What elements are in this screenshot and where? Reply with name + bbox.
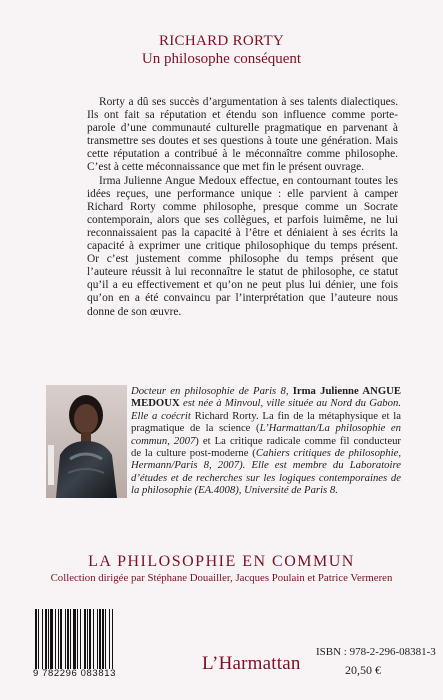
- isbn: ISBN : 978-2-296-08381-3: [316, 646, 436, 658]
- barcode-bar: [84, 609, 86, 669]
- barcode-bar: [93, 609, 94, 669]
- bio-ref-3: Cahiers critiques de philosophie, Hermann/Paris 8, 2007: [131, 447, 401, 472]
- bio-text-2: ) et: [195, 434, 215, 447]
- blurb: [87, 96, 398, 319]
- barcode: [33, 609, 144, 669]
- barcode-bar: [109, 609, 110, 669]
- bio-text-1: . La fin de la métaphysique et la pragmatique de la science (: [131, 409, 402, 435]
- blurb-paragraph-1: Rorty a dû ses succès d’argumentation à ses talents dialectiques. Ils ont fait sa réputation et étendu son influence comme porte-parole d’une communauté culturelle pragmatique en parvenant à transmettre ses doutes et ses questions à toute une génération. Mais cette réputation a contribué à le méconnaître comme philosophe. C’est à cette méconnaissance que met fin le présent ouvrage.: [87, 96, 398, 174]
- bio-text-3: (: [248, 447, 256, 460]
- barcode-bar: [102, 609, 104, 669]
- bio-intro: Docteur en philosophie de Paris 8,: [131, 385, 293, 397]
- barcode-bar: [58, 609, 59, 669]
- barcode-bar: [50, 609, 53, 669]
- barcode-bar: [80, 609, 81, 669]
- barcode-bar: [105, 609, 106, 669]
- barcode-bar: [38, 609, 39, 669]
- bio-text-4: ). Elle est membre du Laboratoire d’études et de recherches sur les logiques contemporaines de la philosophie (EA.4008), Université de Paris 8.: [131, 459, 402, 497]
- barcode-bar: [48, 609, 49, 669]
- bio-ref-1: L’Harmattan/La philosophie en commun, 2007: [131, 422, 401, 447]
- publisher-logo: L’Harmattan: [202, 653, 301, 674]
- barcode-bar: [35, 609, 37, 669]
- barcode-bar: [42, 609, 43, 669]
- book-title: RICHARD RORTY: [158, 33, 285, 49]
- author-bio: [131, 385, 401, 497]
- blurb-paragraph-2: Irma Julienne Angue Medoux effectue, en contournant toutes les idées reçues, une performance unique : elle parvient à camper Richard Rorty comme philosophe, presque comme un Socrate contemporain, alors que ses collègues, et parfois luimême, ne lui reconnaissaient pas la capacité à l’être et déniaient à ses écrits la capacité à exprimer une critique philosophique du temps présent. Or c’est justement comme philosophe du temps présent que l’auteure réussit à lui reconnaître le statut de philosophe, ce statut qu’il a eu effectivement et qu’on ne peut plus lui dénier, une fois qu’on en a été convaincu par l’interprétation que l’auteure nous donne de son œuvre.: [87, 174, 398, 318]
- barcode-bar: [77, 609, 78, 669]
- barcode-bar: [70, 609, 71, 669]
- bio-born: est née à Minvoul, ville située au Nord du Gabon. Elle a coécrit: [131, 397, 401, 422]
- bio-ref-2: La critique radicale comme fil conducteur de la culture post-moderne: [131, 434, 401, 460]
- author-name: Irma Julienne ANGUE MEDOUX: [131, 385, 401, 410]
- barcode-bar: [87, 609, 88, 669]
- author-portrait-image: [46, 385, 127, 498]
- barcode-bar: [67, 609, 69, 669]
- book-subtitle: Un philosophe conséquent: [141, 51, 302, 67]
- barcode-bar: [97, 609, 98, 669]
- barcode-bar: [65, 609, 66, 669]
- collection-name: LA PHILOSOPHIE EN COMMUN: [88, 553, 355, 570]
- barcode-bar: [73, 609, 76, 669]
- barcode-bar: [60, 609, 62, 669]
- barcode-bar: [112, 609, 113, 669]
- barcode-bar: [45, 609, 47, 669]
- author-photo: [46, 385, 127, 498]
- barcode-bar: [89, 609, 91, 669]
- collection-directors: Collection dirigée par Stéphane Douailler, Jacques Poulain et Patrice Vermeren: [50, 572, 393, 584]
- barcode-digits: 9 782296 083813: [33, 668, 116, 679]
- barcode-bar: [99, 609, 101, 669]
- barcode-bar: [55, 609, 56, 669]
- coauthored-title: Richard Rorty: [194, 409, 256, 422]
- price: 20,50 €: [345, 663, 381, 677]
